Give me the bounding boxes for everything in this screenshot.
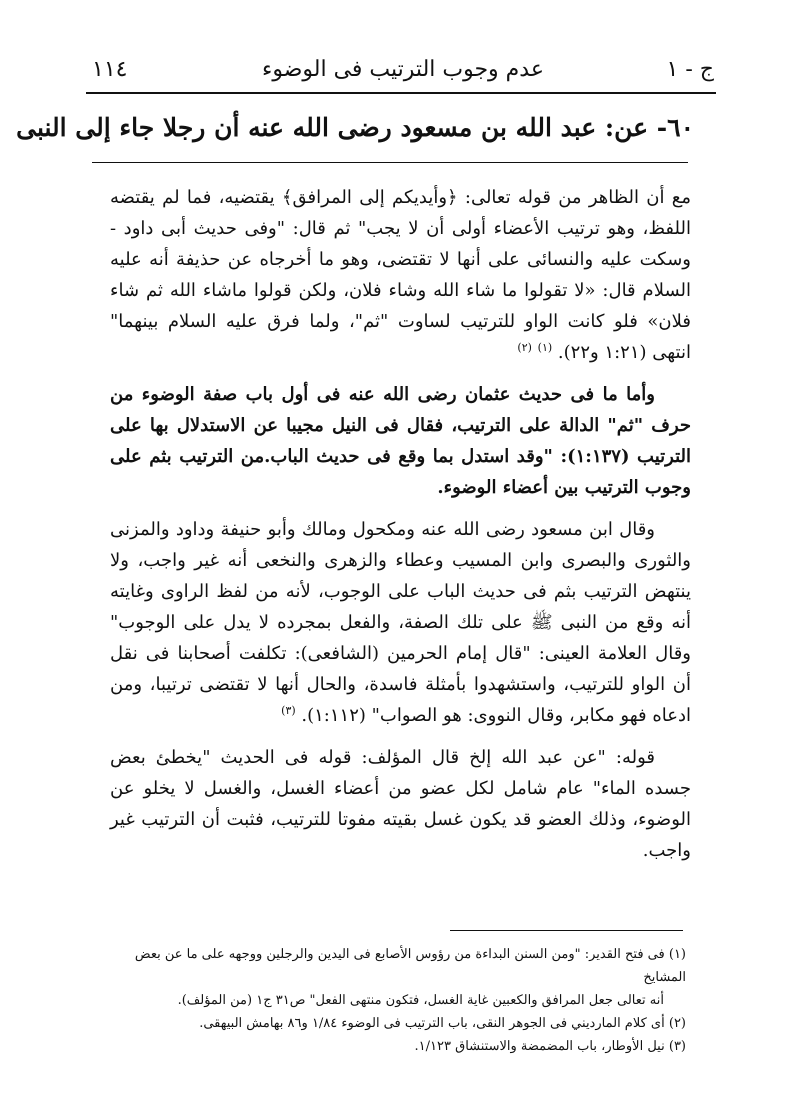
paragraph-4-text: قوله: "عن عبد الله إلخ قال المؤلف: قوله فى الحديث "يخطئ بعض جسده الماء" عام شامل لكل عضو من أعضاء الغسل، والغسل لا يخلو عن الوضوء، وذلك العضو قد يكون غسل بقيته مفوتا للترتيب، فثبت أن الترتيب غير واجب.	[110, 747, 691, 861]
footnotes	[100, 943, 686, 1058]
header-rule	[86, 92, 716, 94]
volume-label: ج - ١	[666, 57, 714, 82]
paragraph-4	[110, 742, 691, 866]
paragraph-1-text: مع أن الظاهر من قوله تعالى: ﴿وأيديكم إلى المرافق﴾ يقتضيه، فما لم يقتضه اللفظ، وهو ترتيب الأعضاء أولى أن لا يجب" ثم قال: "وفى حديث أبى داود - وسكت عليه والنسائى على أنها لا تقتضى، وهو ما أخرجاه عن حذيفة أنه عليه السلام قال: «لا تقولوا ما شاء الله وشاء فلان، ولكن قولوا ماشاء الله ثم شاء فلان» فلو كانت الواو للترتيب لساوت "ثم"، ولما فرق عليه السلام بينهما" انتهى (١:٢١ و٢٢).	[110, 187, 691, 363]
footnote-1: (١) فى فتح القدير: "ومن السنن البداءة من رؤوس الأصابع فى اليدين والرجلين ووجهه على ما عن بعض المشايخ	[134, 947, 686, 985]
footnote-rule	[450, 930, 683, 931]
footnote-1-continued: أنه تعالى جعل المرافق والكعبين غاية الغسل، فتكون منتهى الفعل" ص٣١ ج١ (من المؤلف).	[177, 993, 664, 1008]
footnote-ref-3: (٣)	[281, 704, 296, 717]
running-header	[92, 55, 714, 91]
page-number: ١١٤	[92, 57, 128, 82]
paragraph-2	[110, 379, 691, 503]
paragraph-3	[110, 514, 691, 731]
footnote-ref-1: (١)	[537, 341, 553, 354]
chapter-title: عدم وجوب الترتيب فى الوضوء	[262, 57, 544, 82]
paragraph-1	[110, 182, 691, 368]
main-text	[110, 182, 691, 877]
paragraph-3-text: وقال ابن مسعود رضى الله عنه ومكحول ومالك وأبو حنيفة وداود والمزنى والثورى والبصرى وابن المسيب وعطاء والزهرى والنخعى أنه غير واجب، ولا ينتهض الترتيب بثم فى حديث الباب على الوجوب، لأنه من لفظ الراوى وغايته أنه وقع من النبى ﷺ على تلك الصفة، والفعل بمجرده لا يدل على الوجوب" وقال العلامة العينى: "قال إمام الحرمين (الشافعى): تكلفت أصحابنا فى نقل أن الواو للترتيب، واستشهدوا بأمثلة فاسدة، والحال أنها لا تقتضى ترتيبا، ومن ادعاه فهو مكابر، وقال النووى: هو الصواب" (١:١١٢).	[110, 519, 691, 726]
hadith-rule	[92, 162, 688, 163]
hadith-heading: ٦٠- عن: عبد الله بن مسعود رضى الله عنه أن رجلا جاء إلى النبى	[16, 113, 694, 142]
footnote-ref-2: (٢)	[517, 341, 532, 354]
paragraph-2-text: وأما ما فى حديث عثمان رضى الله عنه فى أول باب صفة الوضوء من حرف "ثم" الدالة على الترتيب، فقال فى النيل مجيبا عن الاستدلال بها على الترتيب (١:١٣٧): "وقد استدل بما وقع فى حديث الباب.من الترتيب بثم على وجوب الترتيب بين أعضاء الوضوء.	[110, 384, 691, 498]
footnote-2: (٢) أى كلام المارديني فى الجوهر النقى، باب الترتيب فى الوضوء ١/٨٤ و٨٦ بهامش البيهقى.	[199, 1016, 686, 1031]
footnote-3: (٣) نيل الأوطار، باب المضمضة والاستنشاق ١/١٢٣.	[414, 1039, 686, 1054]
